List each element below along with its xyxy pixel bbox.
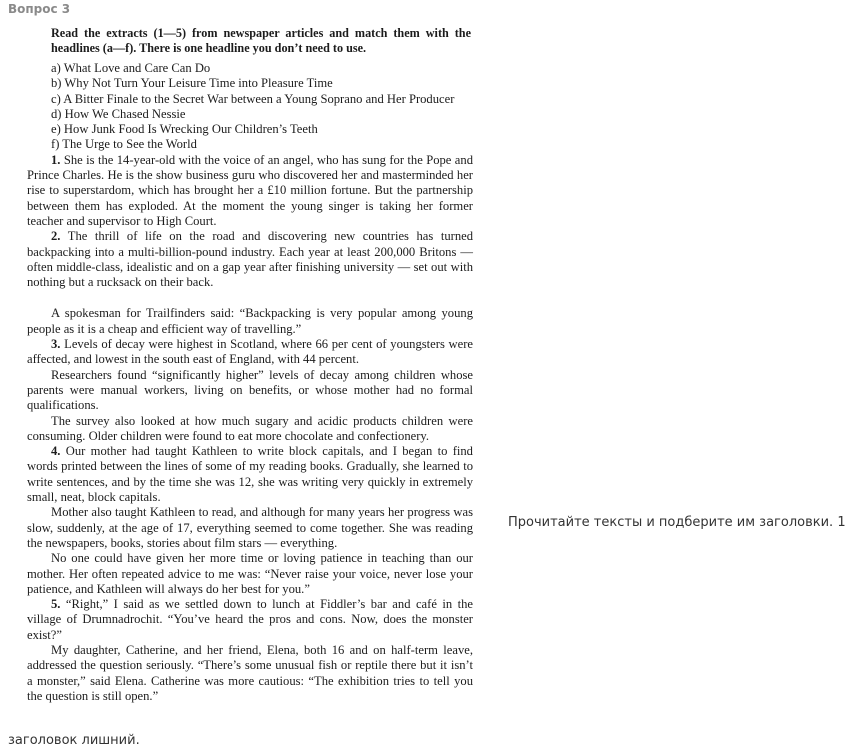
exercise-scan [27, 24, 479, 732]
extract-text: Levels of decay were highest in Scotland, where 66 per cent of youngsters were affected, and lowest in the south east of England, with 44 percent. [27, 337, 473, 367]
extract-text: She is the 14-year-old with the voice of an angel, who has sung for the Pope and Prince Charles. He is the show business guru who discovered her and masterminded her rise to superstardom, which has brought her a £10 million fortune. But the partnership between them has exploded. At the moment the young singer is taking her former teacher and supervisor to High Court. [27, 152, 473, 228]
extract-3-paragraph-2: Researchers found “significantly higher” levels of decay among children whose parents were manual workers, living on benefits, or whose mother had no formal qualifications. [27, 367, 473, 413]
headline-b: b) Why Not Turn Your Leisure Time into Pleasure Time [51, 76, 333, 91]
extract-4-paragraph-2: Mother also taught Kathleen to read, and although for many years her progress was slow, suddenly, at the age of 17, everything seemed to come together. She was reading the newspapers, books, stories about film stars — everything. [27, 505, 473, 550]
headline-c: c) A Bitter Finale to the Secret War between a Young Soprano and Her Producer [51, 91, 455, 106]
extract-2-paragraph-2: A spokesman for Trailfinders said: “Backpacking is very popular among young people as it is a cheap and efficient way of travelling.” [27, 306, 473, 336]
task-prompt-continuation: заголовок лишний. [8, 733, 140, 748]
headline-a: a) What Love and Care Can Do [51, 61, 211, 75]
extract-4-paragraph-3: No one could have given her more time or loving patience in teaching than our mother. Her often repeated advice to me was: “Never raise your voice, never lose your patience, and Kathleen will always do her best for you.” [27, 551, 473, 596]
paragraph-gap [27, 290, 479, 306]
task-prompt: Прочитайте тексты и подберите им заголовки. 1 [508, 515, 846, 530]
extract-number: 1. [51, 152, 61, 167]
extract-text: The thrill of life on the road and discovering new countries has turned backpacking into a multi-billion-pound industry. Each year at least 200,000 Britons — often middle-class, idealistic and on a gap year after finishing university — set out with nothing but a rucksack on their back. [27, 229, 474, 290]
extract-number: 2. [51, 229, 61, 244]
headline-d: d) How We Chased Nessie [51, 106, 186, 121]
extract-number: 4. [51, 444, 61, 459]
extract-3 [27, 337, 479, 368]
question-label: Вопрос 3 [8, 2, 71, 16]
extract-number: 5. [51, 597, 61, 612]
extract-2 [27, 229, 479, 290]
extract-text: Our mother had taught Kathleen to write block capitals, and I began to find words printed between the lines of some of my reading books. Gradually, she learned to write sentences, and by the time she was 12, she was writing very quickly in extremely small, neat, block capitals. [27, 444, 473, 505]
extract-5 [27, 597, 479, 643]
extract-text: “Right,” I said as we settled down to lunch at Fiddler’s bar and café in the village of Drumnadrochit. “You’ve heard the pros and cons. Now, does the monster exist?” [27, 597, 473, 642]
extract-number: 3. [51, 337, 61, 352]
headline-f: f) The Urge to See the World [51, 137, 197, 152]
instructions: Read the extracts (1—5) from newspaper articles and match them with the headlines (a—f). There is one headline you don’t need to use. [51, 26, 471, 55]
extract-3-paragraph-3: The survey also looked at how much sugary and acidic products children were consuming. Older children were found to eat more chocolate and confectionery. [27, 413, 473, 443]
extract-5-paragraph-2: My daughter, Catherine, and her friend, Elena, both 16 and on half-term leave, addressed the question seriously. “There’s some unusual fish or reptile there but it isn’t a monster,” said Elena. Catherine was more cautious: “The exhibition tries to tell you the question is still open.” [27, 642, 473, 703]
extract-4 [27, 444, 479, 505]
extract-1 [27, 153, 479, 229]
headline-e: e) How Junk Food Is Wrecking Our Children’s Teeth [51, 122, 318, 137]
headline-list [51, 61, 471, 153]
